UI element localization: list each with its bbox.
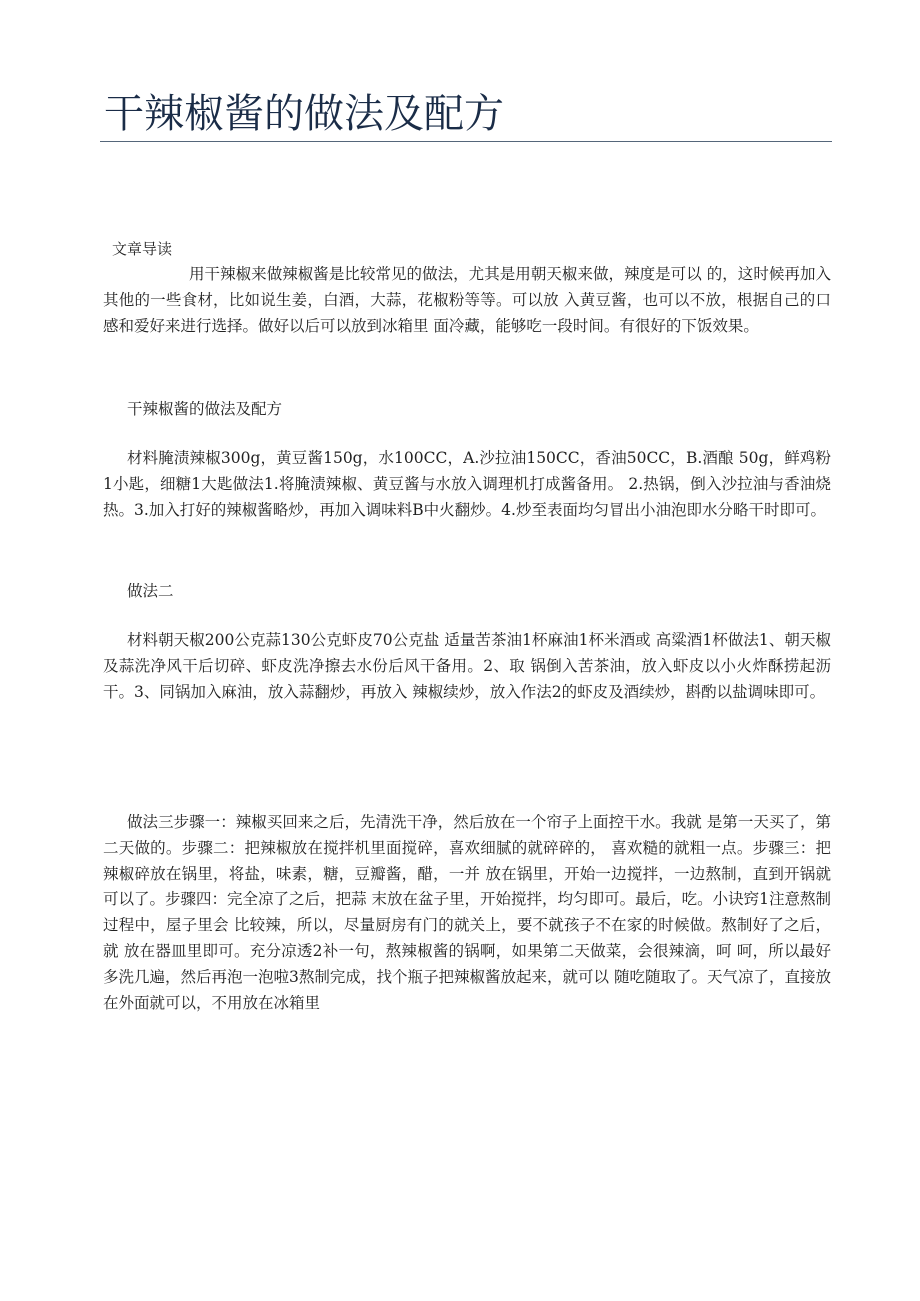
intro-paragraph: 用干辣椒来做辣椒酱是比较常见的做法，尤其是用朝天椒来做，辣度是可以 的，这时候再加入其他的一些食材，比如说生姜，白酒，大蒜，花椒粉等等。可以放 入黄豆酱，也可以不放，根据自己的口感和爱好来进行选择。做好以后可以放到冰箱里 面冷藏，能够吃一段时间。有很好的下饭效果。 bbox=[103, 265, 831, 335]
recipe-three-paragraph: 做法三步骤一：辣椒买回来之后，先清洗干净，然后放在一个帘子上面控干水。我就 是第一天买了，第二天做的。步骤二：把辣椒放在搅拌机里面搅碎，喜欢细腻的就碎碎的， 喜欢糙的就粗一点。步骤三：把辣椒碎放在锅里，将盐，味素，糖，豆瓣酱，醋，一并 放在锅里，开始一边搅拌，一边熬制，直到开锅就可以了。步骤四：完全凉了之后，把蒜 末放在盆子里，开始搅拌，均匀即可。最后，吃。小诀窍1注意熬制过程中，屋子里会 比较辣，所以，尽量厨房有门的就关上，要不就孩子不在家的时候做。熬制好了之后，就 放在器皿里即可。充分凉透2补一句，熬辣椒酱的锅啊，如果第二天做菜，会很辣滴，呵 呵，所以最好多洗几遍，然后再泡一泡啦3熬制完成，找个瓶子把辣椒酱放起来，就可以 随吃随取了。天气凉了，直接放在外面就可以，不用放在冰箱里 bbox=[103, 813, 831, 1012]
page-title: 干辣椒酱的做法及配方 bbox=[104, 91, 504, 137]
recipe-two-paragraph: 材料朝天椒200公克蒜130公克虾皮70公克盐 适量苦茶油1杯麻油1杯米酒或 高粱酒1杯做法1、朝天椒及蒜洗净风干后切碎、虾皮洗净擦去水份后风干备用。2、取 锅倒入苦茶油，放入虾皮以小火炸酥捞起沥干。3、同锅加入麻油，放入蒜翻炒，再放入 辣椒续炒，放入作法2的虾皮及酒续炒，斟酌以盐调味即可。 bbox=[103, 631, 831, 701]
title-divider bbox=[100, 141, 832, 142]
section-heading-recipe: 干辣椒酱的做法及配方 bbox=[127, 400, 283, 418]
section-heading-method-two: 做法二 bbox=[127, 582, 174, 600]
lead-label: 文章导读 bbox=[112, 240, 173, 258]
recipe-one-paragraph: 材料腌渍辣椒300g，黄豆酱150g，水100CC，A.沙拉油150CC，香油50CC，B.酒酿 50g，鲜鸡粉1小匙，细糖1大匙做法1.将腌渍辣椒、黄豆酱与水放入调理机打成酱备用。 2.热锅，倒入沙拉油与香油烧热。3.加入打好的辣椒酱略炒，再加入调味料B中火翻炒。4.炒至表面均匀冒出小油泡即水分略干时即可。 bbox=[103, 449, 831, 519]
